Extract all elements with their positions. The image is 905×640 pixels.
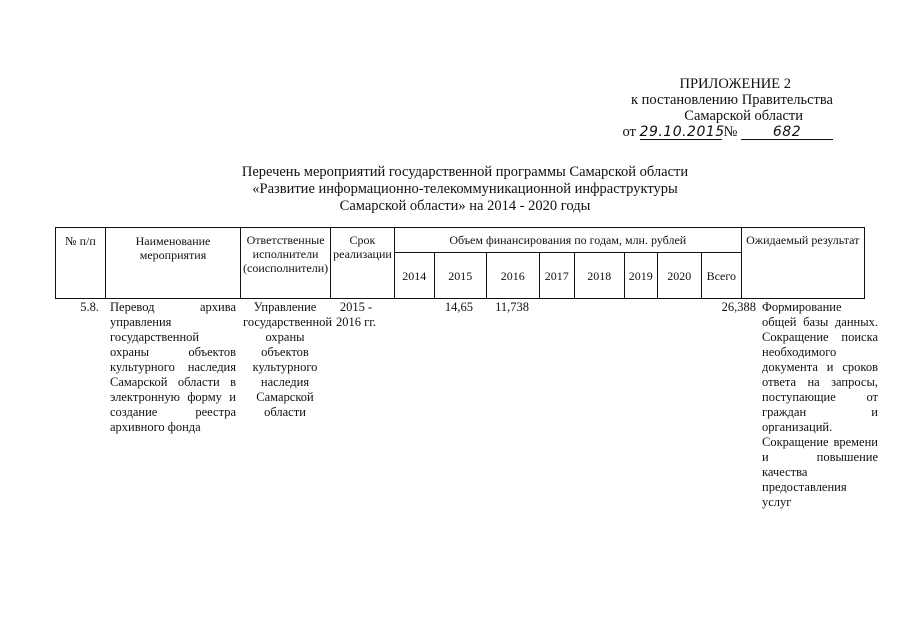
- header-year-2017: 2017: [539, 253, 574, 299]
- row-value-2015: 14,65: [444, 300, 473, 314]
- header-year-2016: 2016: [486, 253, 539, 299]
- header-responsible: Ответственные исполнители (соисполнители): [241, 228, 331, 299]
- handwritten-date: 29.10.2015: [639, 124, 725, 140]
- header-year-2014: 2014: [394, 253, 434, 299]
- row-measure-name: Перевод архива управления государственной охраны объектов культурного наследия Самарской области в электронную форму и создание реестра архивного фонда: [110, 300, 236, 434]
- appendix-date-line: [573, 124, 833, 140]
- row-responsible: Управление государственной охраны объектов культурного наследия Самарской области: [243, 300, 333, 419]
- appendix-block: [573, 76, 833, 140]
- header-number: № п/п: [56, 228, 106, 299]
- appendix-resolution-line: к постановлению Правительства: [631, 92, 833, 108]
- row-expected-result: Формирование общей базы данных. Сокращение поиска необходимого документа и сроков ответа на запросы, поступающие от граждан и организаций. Сокращение времени и повышение качества предоставления услуг: [762, 300, 878, 509]
- header-expected-result: Ожидаемый результат: [741, 228, 864, 299]
- header-year-2019: 2019: [624, 253, 657, 299]
- header-funding: Объем финансирования по годам, млн. рублей: [394, 228, 741, 253]
- heading-line-3: Самарской области» на 2014 - 2020 годы: [339, 198, 591, 214]
- date-prefix: от: [622, 124, 636, 140]
- header-measure-name: Наименование мероприятия: [106, 228, 241, 299]
- row-value-2016: 11,738: [495, 300, 529, 314]
- number-prefix: №: [723, 124, 738, 140]
- row-term: 2015 - 2016 гг.: [335, 300, 377, 329]
- header-term: Срок реализации: [331, 228, 395, 299]
- header-year-2015: 2015: [434, 253, 486, 299]
- measures-table-header: [55, 227, 865, 299]
- header-year-2020: 2020: [657, 253, 701, 299]
- appendix-region-line: Самарской области: [684, 108, 803, 124]
- heading-line-2: «Развитие информационно-телекоммуникационной инфраструктуры: [252, 181, 678, 197]
- document-heading: [160, 164, 770, 215]
- header-total: Всего: [701, 253, 741, 299]
- handwritten-number: 682: [741, 125, 833, 140]
- appendix-title: ПРИЛОЖЕНИЕ 2: [679, 76, 791, 92]
- row-number: 5.8.: [80, 300, 99, 314]
- header-year-2018: 2018: [574, 253, 624, 299]
- heading-line-1: Перечень мероприятий государственной программы Самарской области: [241, 164, 689, 180]
- row-value-total: 26,388: [721, 300, 756, 314]
